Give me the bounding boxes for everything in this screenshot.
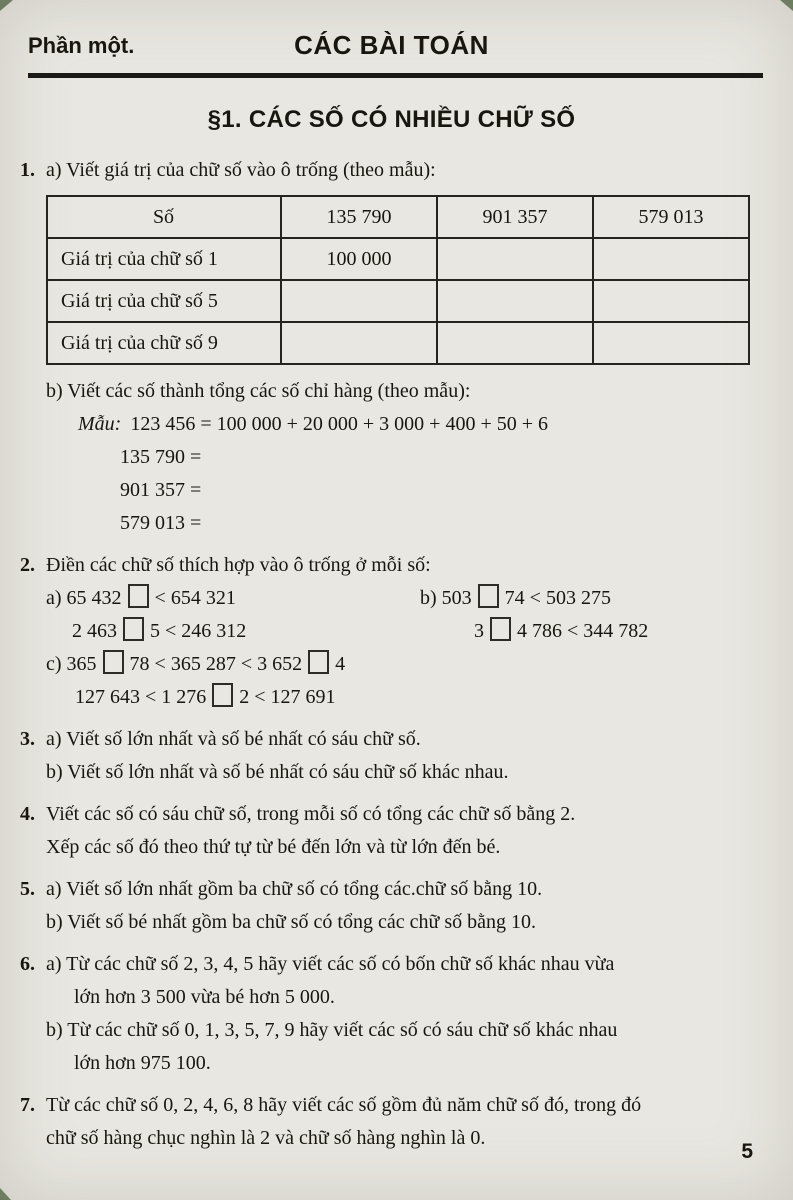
blank-box bbox=[128, 584, 149, 608]
inequality-left bbox=[46, 615, 446, 648]
cell-blank bbox=[437, 322, 593, 364]
problem-text: b) Viết các số thành tổng các số chỉ hàng (theo mẫu): bbox=[46, 380, 471, 402]
inequality-text: 2 463 bbox=[72, 620, 117, 642]
problem-text: a) Viết số lớn nhất và số bé nhất có sáu chữ số. bbox=[46, 728, 421, 750]
inequality-right bbox=[446, 615, 648, 648]
problem-number: 6. bbox=[20, 953, 35, 975]
problem-number: 1. bbox=[20, 159, 35, 181]
header-rule bbox=[28, 73, 763, 78]
blank-box bbox=[308, 650, 329, 674]
problem-text: b) Từ các chữ số 0, 1, 3, 5, 7, 9 hãy viết các số có sáu chữ số khác nhau bbox=[46, 1019, 618, 1041]
problem-text: a) Viết giá trị của chữ số vào ô trống (theo mẫu): bbox=[46, 159, 436, 181]
cell-blank bbox=[281, 280, 437, 322]
blank-box bbox=[212, 683, 233, 707]
inequality-text: c) 365 bbox=[46, 653, 97, 675]
inequality-left bbox=[46, 582, 420, 615]
cell-blank bbox=[437, 238, 593, 280]
page-number: 5 bbox=[741, 1140, 753, 1163]
problem-text: Viết các số có sáu chữ số, trong mỗi số có tổng các chữ số bằng 2. bbox=[46, 803, 576, 825]
part-label: Phần một. bbox=[28, 33, 135, 58]
problem-text: a) Từ các chữ số 2, 3, 4, 5 hãy viết các số có bốn chữ số khác nhau vừa bbox=[46, 953, 615, 975]
page-title: CÁC BÀI TOÁN bbox=[294, 30, 489, 60]
table-header-number-2: 901 357 bbox=[437, 196, 593, 238]
blank-box bbox=[478, 584, 499, 608]
problem-4 bbox=[20, 798, 763, 864]
problem-text: Điền các chữ số thích hợp vào ô trống ở mỗi số: bbox=[46, 554, 431, 576]
equation-line: 579 013 = bbox=[120, 512, 202, 534]
table-header-so: Số bbox=[47, 196, 281, 238]
example-label: Mẫu: bbox=[78, 413, 122, 435]
problem-number: 2. bbox=[20, 554, 35, 576]
problem-text: Xếp các số đó theo thứ tự từ bé đến lớn và từ lớn đến bé. bbox=[46, 836, 501, 858]
cell-value: 100 000 bbox=[281, 238, 437, 280]
equation-line: 901 357 = bbox=[120, 479, 202, 501]
problem-text: chữ số hàng chục nghìn là 2 và chữ số hàng nghìn là 0. bbox=[46, 1127, 486, 1149]
inequality-text: < 654 321 bbox=[154, 587, 236, 609]
inequality-row bbox=[46, 615, 763, 648]
problem-3 bbox=[20, 723, 763, 789]
inequality-text: a) 65 432 bbox=[46, 587, 122, 609]
digit-value-table bbox=[46, 195, 750, 365]
table-row bbox=[47, 238, 749, 280]
inequality-text: 5 < 246 312 bbox=[150, 620, 247, 642]
row-label: Giá trị của chữ số 5 bbox=[47, 280, 281, 322]
inequality-row bbox=[46, 648, 763, 681]
inequality-right bbox=[420, 582, 611, 615]
table-row bbox=[47, 280, 749, 322]
inequality-text: 74 < 503 275 bbox=[504, 587, 611, 609]
inequality-row bbox=[46, 681, 763, 714]
cell-blank bbox=[593, 280, 749, 322]
inequality-row bbox=[46, 582, 763, 615]
scan-corner-artifact bbox=[0, 0, 13, 11]
inequality-text: 4 bbox=[335, 653, 346, 675]
inequality-text: b) 503 bbox=[420, 587, 472, 609]
scan-corner-artifact bbox=[780, 0, 793, 11]
problem-2 bbox=[20, 549, 763, 714]
table-header-number-3: 579 013 bbox=[593, 196, 749, 238]
problem-number: 3. bbox=[20, 728, 35, 750]
table-row bbox=[47, 322, 749, 364]
problem-number: 4. bbox=[20, 803, 35, 825]
equation-line: 135 790 = bbox=[120, 446, 202, 468]
problem-text: b) Viết số lớn nhất và số bé nhất có sáu chữ số khác nhau. bbox=[46, 761, 509, 783]
problem-number: 7. bbox=[20, 1094, 35, 1116]
table-header-number-1: 135 790 bbox=[281, 196, 437, 238]
problem-number: 5. bbox=[20, 878, 35, 900]
problem-text: Từ các chữ số 0, 2, 4, 6, 8 hãy viết các số gồm đủ năm chữ số đó, trong đó bbox=[46, 1094, 642, 1116]
problem-text: b) Viết số bé nhất gồm ba chữ số có tổng các chữ số bằng 10. bbox=[46, 911, 536, 933]
problem-1 bbox=[20, 154, 763, 540]
cell-blank bbox=[437, 280, 593, 322]
section-title: §1. CÁC SỐ CÓ NHIỀU CHỮ SỐ bbox=[207, 106, 576, 133]
example-line bbox=[46, 408, 763, 441]
page-content bbox=[20, 154, 763, 1155]
inequality-text: 4 786 < 344 782 bbox=[517, 620, 649, 642]
example-body: 123 456 = 100 000 + 20 000 + 3 000 + 400 + 50 + 6 bbox=[130, 413, 549, 435]
problem-text: lớn hơn 975 100. bbox=[74, 1052, 211, 1074]
table-header-row bbox=[47, 196, 749, 238]
row-label: Giá trị của chữ số 9 bbox=[47, 322, 281, 364]
page-header bbox=[20, 30, 763, 66]
cell-blank bbox=[593, 238, 749, 280]
inequality-text: 78 < 365 287 < 3 652 bbox=[129, 653, 303, 675]
inequality-text: 127 643 < 1 276 bbox=[75, 686, 207, 708]
problem-6 bbox=[20, 948, 763, 1080]
inequality-text: 2 < 127 691 bbox=[239, 686, 336, 708]
inequality-text: 3 bbox=[474, 620, 484, 642]
blank-box bbox=[123, 617, 144, 641]
cell-blank bbox=[281, 322, 437, 364]
cell-blank bbox=[593, 322, 749, 364]
problem-5 bbox=[20, 873, 763, 939]
problem-text: a) Viết số lớn nhất gồm ba chữ số có tổng các.chữ số bằng 10. bbox=[46, 878, 543, 900]
scan-corner-artifact bbox=[0, 1188, 11, 1200]
blank-box bbox=[490, 617, 511, 641]
row-label: Giá trị của chữ số 1 bbox=[47, 238, 281, 280]
problem-7 bbox=[20, 1089, 763, 1155]
blank-box bbox=[103, 650, 124, 674]
problem-text: lớn hơn 3 500 vừa bé hơn 5 000. bbox=[74, 986, 335, 1008]
